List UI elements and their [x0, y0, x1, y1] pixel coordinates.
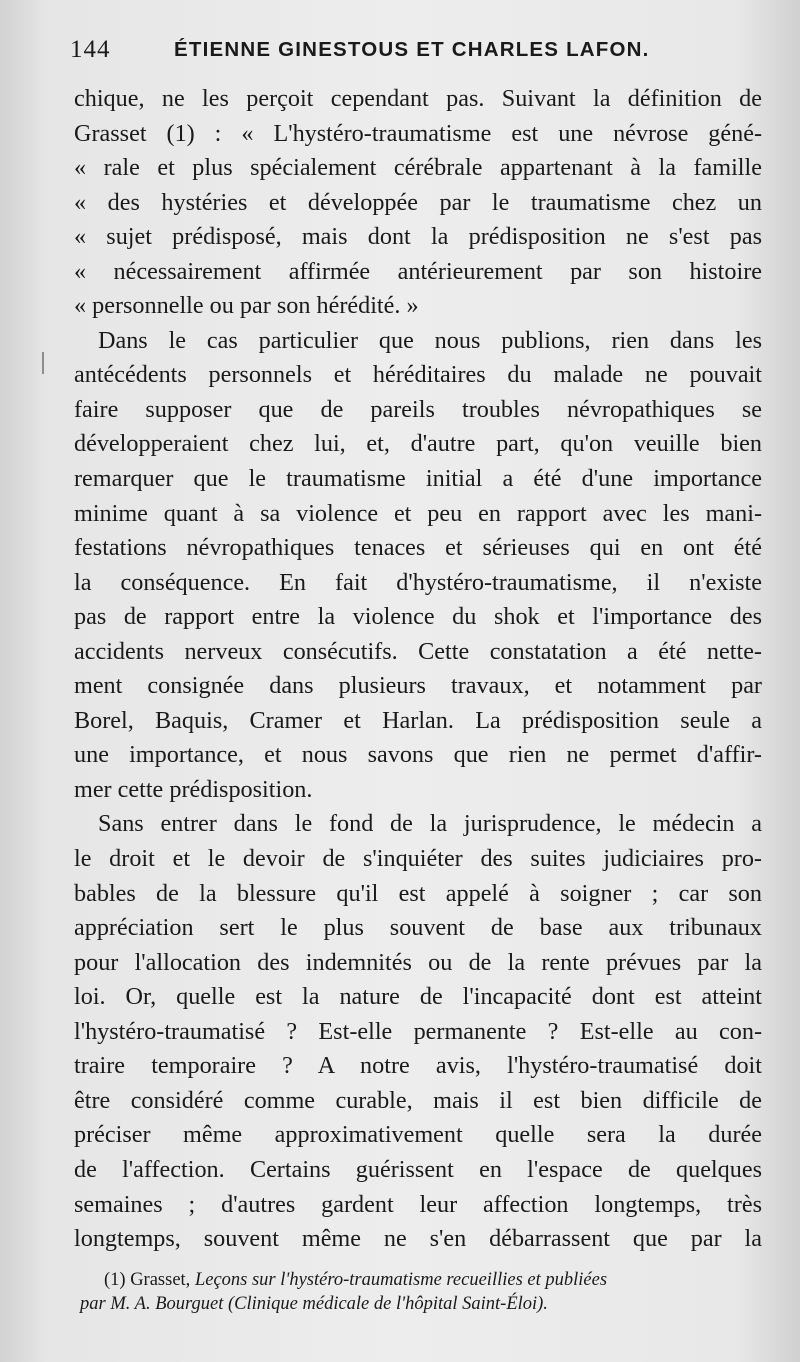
text-line: Sans entrer dans le fond de la jurisprudence, le médecin a — [98, 810, 762, 838]
text-line: Borel, Baquis, Cramer et Harlan. La prédisposition seule a — [74, 706, 762, 734]
text-line: l'hystéro-traumatisé ? Est-elle permanente ? Est-elle au con- — [74, 1017, 762, 1045]
text-line: loi. Or, quelle est la nature de l'incapacité dont est atteint — [74, 983, 762, 1011]
footnote — [80, 1268, 768, 1316]
text-line: traire temporaire ? A notre avis, l'hystéro-traumatisé doit — [74, 1052, 762, 1080]
text-line: le droit et le devoir de s'inquiéter des suites judiciaires pro- — [74, 845, 762, 873]
page-number: 144 — [70, 36, 111, 63]
text-line: « personnelle ou par son hérédité. » — [74, 292, 419, 320]
text-line: ment consignée dans plusieurs travaux, et notamment par — [74, 672, 762, 700]
text-line: festations névropathiques tenaces et sérieuses qui en ont été — [74, 534, 762, 562]
text-line: « des hystéries et développée par le traumatisme chez un — [74, 188, 762, 216]
text-line: Dans le cas particulier que nous publions, rien dans les — [98, 326, 762, 354]
text-line: faire supposer que de pareils troubles névropathiques se — [74, 395, 762, 423]
text-line: « nécessairement affirmée antérieurement par son histoire — [74, 257, 762, 285]
footnote-marker: (1) Grasset, — [104, 1270, 191, 1290]
text-line: préciser même approximativement quelle sera la durée — [74, 1121, 762, 1149]
text-line: antécédents personnels et héréditaires du malade ne pouvait — [74, 361, 762, 389]
margin-mark — [42, 352, 44, 374]
text-line: longtemps, souvent même ne s'en débarrassent que par la — [74, 1225, 762, 1253]
text-line: « rale et plus spécialement cérébrale appartenant à la famille — [74, 154, 762, 182]
footnote-text: Leçons sur l'hystéro-traumatisme recueillies et publiées — [194, 1270, 608, 1290]
page-header — [70, 36, 760, 70]
text-line: développeraient chez lui, et, d'autre part, qu'on veuille bien — [74, 430, 762, 458]
text-line: semaines ; d'autres gardent leur affection longtemps, très — [74, 1190, 762, 1218]
text-line: minime quant à sa violence et peu en rapport avec les mani- — [74, 499, 762, 527]
text-line: remarquer que le traumatisme initial a été d'une importance — [74, 465, 762, 493]
text-line: chique, ne les perçoit cependant pas. Suivant la définition de — [74, 85, 762, 112]
text-line: appréciation sert le plus souvent de base aux tribunaux — [74, 914, 762, 942]
text-line: pour l'allocation des indemnités ou de la rente prévues par la — [74, 948, 762, 976]
text-line: Grasset (1) : « L'hystéro-traumatisme est une névrose géné- — [74, 119, 762, 147]
text-line: accidents nerveux consécutifs. Cette constatation a été nette- — [74, 637, 762, 665]
footnote-line — [80, 1268, 768, 1292]
text-line: une importance, et nous savons que rien ne permet d'affir- — [74, 741, 762, 769]
body-text — [74, 82, 762, 1257]
text-line: de l'affection. Certains guérissent en l'espace de quelques — [74, 1155, 762, 1183]
text-line: pas de rapport entre la violence du shok et l'importance des — [74, 603, 762, 631]
text-line: bables de la blessure qu'il est appelé à soigner ; car son — [74, 879, 762, 907]
text-line: « sujet prédisposé, mais dont la prédisposition ne s'est pas — [74, 223, 762, 251]
text-line: mer cette prédisposition. — [74, 775, 313, 803]
running-head: ÉTIENNE GINESTOUS ET CHARLES LAFON. — [174, 38, 650, 61]
footnote-line: par M. A. Bourguet (Clinique médicale de l'hôpital Saint-Éloi). — [80, 1294, 548, 1314]
text-line: la conséquence. En fait d'hystéro-traumatisme, il n'existe — [74, 568, 762, 596]
text-line: être considéré comme curable, mais il est bien difficile de — [74, 1086, 762, 1114]
